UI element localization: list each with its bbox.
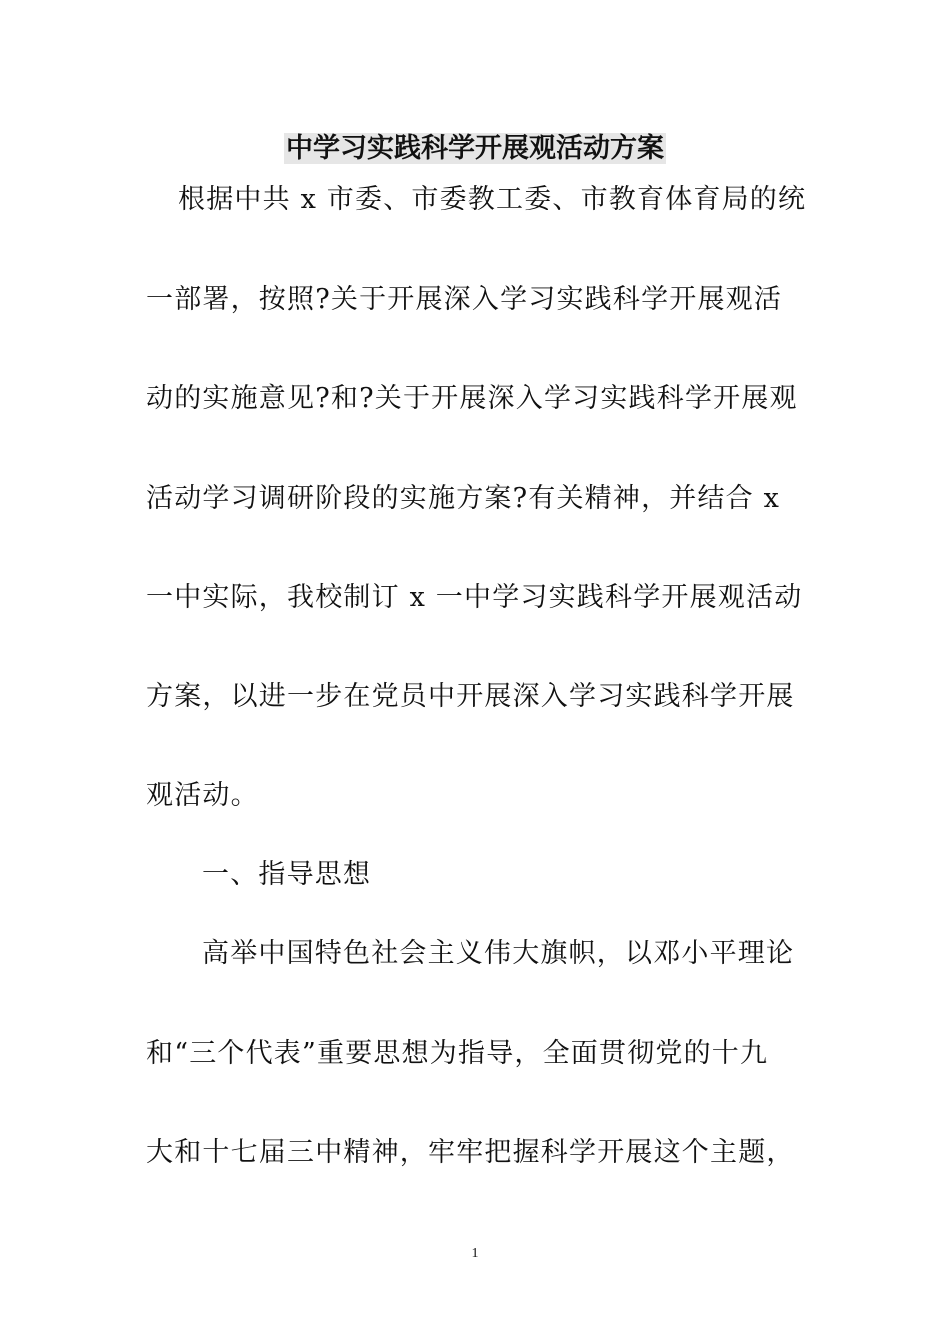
paragraph-line-7: 观活动。 [146,780,259,811]
paragraph-line-10: 大和十七届三中精神，牢牢把握科学开展这个主题， [146,1137,795,1168]
paragraph-line-4: 活动学习调研阶段的实施方案?有关精神，并结合 x [146,483,781,514]
paragraph-line-3: 动的实施意见?和?关于开展深入学习实践科学开展观 [146,383,798,414]
paragraph-line-6: 方案，以进一步在党员中开展深入学习实践科学开展 [146,681,795,712]
section-heading: 一、指导思想 [202,859,372,890]
paragraph-line-2: 一部署，按照?关于开展深入学习实践科学开展观活 [146,284,783,315]
page-number: 1 [471,1246,479,1261]
document-title [0,128,950,170]
paragraph-line-1: 根据中共 x 市委、市委教工委、市教育体育局的统 [178,184,807,215]
document-title-text: 中学习实践科学开展观活动方案 [286,133,664,164]
paragraph-line-8: 高举中国特色社会主义伟大旗帜，以邓小平理论 [202,938,795,969]
paragraph-line-5: 一中实际，我校制订 x 一中学习实践科学开展观活动 [146,582,803,613]
paragraph-line-9: 和“三个代表”重要思想为指导，全面贯彻党的十九 [146,1038,769,1069]
